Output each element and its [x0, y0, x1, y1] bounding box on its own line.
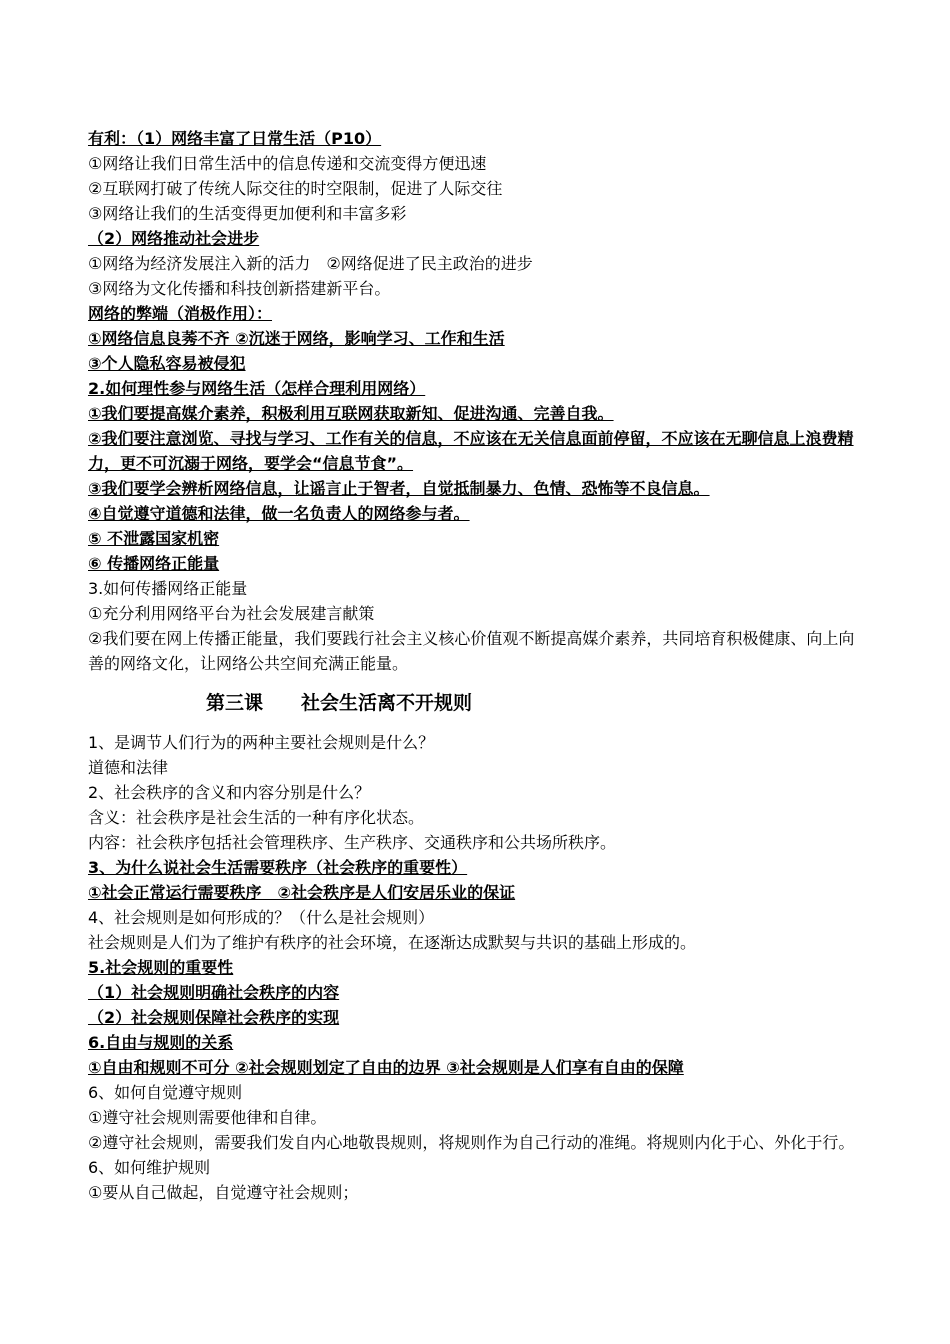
lesson-title: 第三课 社会生活离不开规则	[206, 692, 473, 714]
emphasis-line: ③个人隐私容易被侵犯	[88, 354, 246, 373]
emphasis-line: ③我们要学会辨析网络信息，让谣言止于智者，自觉抵制暴力、色情、恐怖等不良信息。	[88, 479, 710, 498]
emphasis-line: ①自由和规则不可分 ②社会规则划定了自由的边界 ③社会规则是人们享有自由的保障	[88, 1058, 684, 1077]
text-line: ③网络让我们的生活变得更加便利和丰富多彩	[88, 204, 407, 223]
section-heading: 6.自由与规则的关系	[88, 1033, 234, 1052]
benefits-heading: 有利：（1）网络丰富了日常生活（P10）	[88, 129, 382, 148]
answer-line: ①要从自己做起，自觉遵守社会规则；	[88, 1183, 359, 1202]
question-line: 1、是调节人们行为的两种主要社会规则是什么？	[88, 733, 435, 752]
text-paragraph: ②我们要在网上传播正能量，我们要践行社会主义核心价值观不断提高媒介素养，共同培育积极健康、向上向善的网络文化，让网络公共空间充满正能量。	[88, 629, 855, 673]
answer-line: 道德和法律	[88, 758, 169, 777]
emphasis-line: ①网络信息良莠不齐 ②沉迷于网络，影响学习、工作和生活	[88, 329, 505, 348]
section-heading: 3.如何传播网络正能量	[88, 579, 248, 598]
section-heading: 2.如何理性参与网络生活（怎样合理利用网络）	[88, 379, 426, 398]
emphasis-line: ①社会正常运行需要秩序 ②社会秩序是人们安居乐业的保证	[88, 883, 516, 902]
emphasis-line: （1）社会规则明确社会秩序的内容	[88, 983, 340, 1002]
emphasis-line: ①我们要提高媒介素养，积极利用互联网获取新知、促进沟通、完善自我。	[88, 404, 614, 423]
text-line: ①充分利用网络平台为社会发展建言献策	[88, 604, 375, 623]
document-page	[88, 126, 868, 1205]
answer-line: 社会规则是人们为了维护有秩序的社会环境，在逐渐达成默契与共识的基础上形成的。	[88, 933, 697, 952]
emphasis-line: ④自觉遵守道德和法律，做一名负责人的网络参与者。	[88, 504, 470, 523]
text-line: ③网络为文化传播和科技创新搭建新平台。	[88, 279, 391, 298]
emphasis-line: ⑤ 不泄露国家机密	[88, 529, 220, 548]
question-line: 4、社会规则是如何形成的？（什么是社会规则）	[88, 908, 435, 927]
emphasis-paragraph: ②我们要注意浏览、寻找与学习、工作有关的信息，不应该在无关信息面前停留，不应该在无聊信息上浪费精力，更不可沉溺于网络，要学会“信息节食”。	[88, 429, 854, 473]
subheading: （2）网络推动社会进步	[88, 229, 260, 248]
answer-line: 内容：社会秩序包括社会管理秩序、生产秩序、交通秩序和公共场所秩序。	[88, 833, 617, 852]
emphasis-line: （2）社会规则保障社会秩序的实现	[88, 1008, 340, 1027]
text-line: ①网络为经济发展注入新的活力 ②网络促进了民主政治的进步	[88, 254, 533, 273]
text-line: ②互联网打破了传统人际交往的时空限制，促进了人际交往	[88, 179, 503, 198]
drawbacks-heading: 网络的弊端（消极作用）：	[88, 304, 273, 323]
text-line: ①网络让我们日常生活中的信息传递和交流变得方便迅速	[88, 154, 487, 173]
question-line: 6、如何自觉遵守规则	[88, 1083, 243, 1102]
answer-line: 含义：社会秩序是社会生活的一种有序化状态。	[88, 808, 425, 827]
question-line: 6、如何维护规则	[88, 1158, 211, 1177]
answer-paragraph: ②遵守社会规则，需要我们发自内心地敬畏规则，将规则作为自己行动的准绳。将规则内化于心、外化于行。	[88, 1133, 855, 1152]
section-heading: 5.社会规则的重要性	[88, 958, 234, 977]
emphasis-line: ⑥ 传播网络正能量	[88, 554, 220, 573]
answer-line: ①遵守社会规则需要他律和自律。	[88, 1108, 327, 1127]
question-line: 2、社会秩序的含义和内容分别是什么？	[88, 783, 371, 802]
question-line: 3、为什么说社会生活需要秩序（社会秩序的重要性）	[88, 858, 468, 877]
